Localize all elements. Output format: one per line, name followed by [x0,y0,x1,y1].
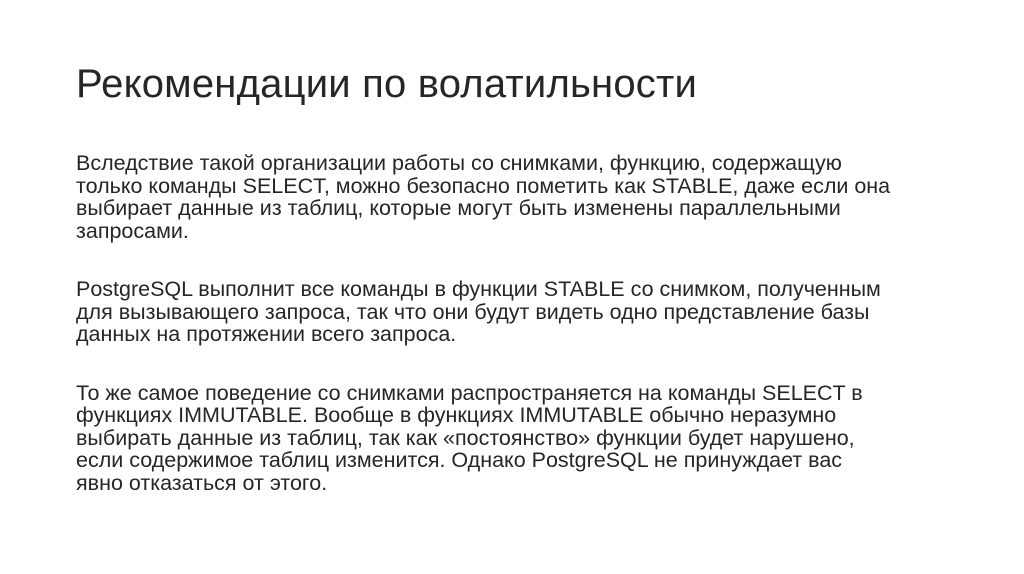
paragraph-postgresql-stable [76,278,948,346]
slide-body [76,152,948,530]
paragraph-snapshots-stable [76,152,948,242]
paragraph-immutable [76,382,948,495]
text-line: если содержимое таблиц изменится. Однако PostgreSQL не принуждает вас [76,448,843,472]
text-line: данных на протяжении всего запроса. [76,322,457,346]
text-line: То же самое поведение со снимками распространяется на команды SELECT в [76,380,863,405]
text-line: явно отказаться от этого. [76,470,328,495]
text-line: запросами. [76,218,189,243]
text-line: Вследствие такой организации работы со снимками, функцию, содержащую [76,151,842,175]
text-line: для вызывающего запроса, так что они будут видеть одно представление базы [76,299,870,324]
text-line: только команды SELECT, можно безопасно пометить как STABLE, даже если она [76,173,891,198]
text-line: выбирать данные из таблиц, так как «постоянство» функции будет нарушено, [76,425,855,450]
text-line: PostgreSQL выполнит все команды в функции STABLE со снимком, полученным [76,277,881,301]
text-line: функциях IMMUTABLE. Вообще в функциях IMMUTABLE обычно неразумно [76,403,837,427]
text-line: выбирает данные из таблиц, которые могут быть изменены параллельными [76,196,841,220]
slide-title: Рекомендации по волатильности [76,62,698,106]
